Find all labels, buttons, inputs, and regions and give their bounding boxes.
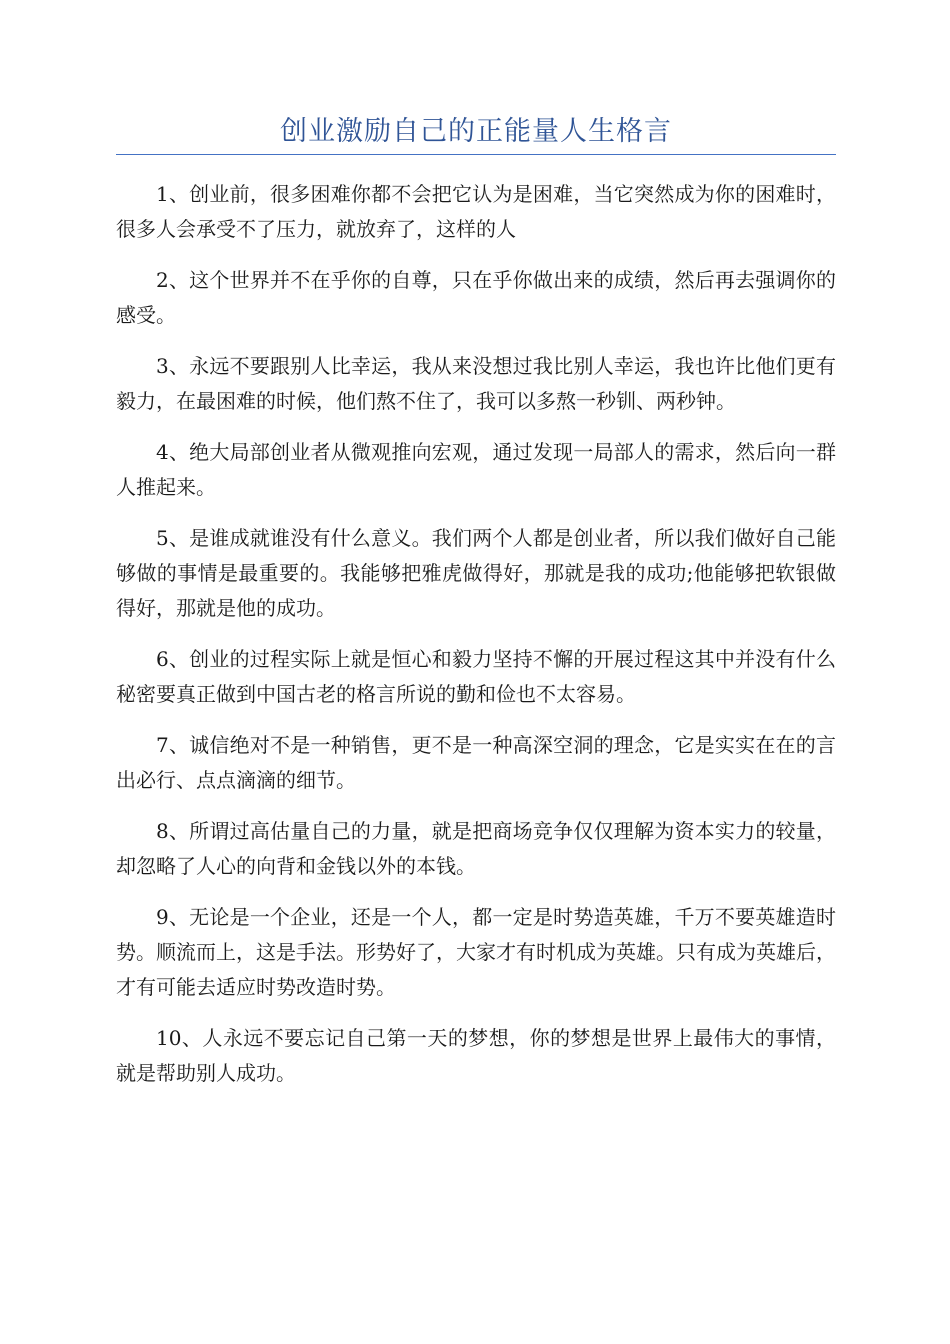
paragraph-2: 2、这个世界并不在乎你的自尊，只在乎你做出来的成绩，然后再去强调你的感受。	[116, 268, 836, 327]
paragraph-4: 4、绝大局部创业者从微观推向宏观，通过发现一局部人的需求，然后向一群人推起来。	[116, 440, 836, 499]
page-title: 创业激励自己的正能量人生格言	[116, 112, 836, 155]
paragraph-3: 3、永远不要跟别人比幸运，我从来没想过我比别人幸运，我也许比他们更有毅力，在最困难的时候，他们熬不住了，我可以多熬一秒钏、两秒钟。	[116, 354, 836, 413]
paragraph-6: 6、创业的过程实际上就是恒心和毅力坚持不懈的开展过程这其中并没有什么秘密要真正做到中国古老的格言所说的勤和俭也不太容易。	[116, 647, 836, 706]
paragraph-7: 7、诚信绝对不是一种销售，更不是一种高深空洞的理念，它是实实在在的言出必行、点点滴滴的细节。	[116, 733, 836, 792]
paragraph-8: 8、所谓过高估量自己的力量，就是把商场竞争仅仅理解为资本实力的较量，却忽略了人心的向背和金钱以外的本钱。	[116, 819, 836, 878]
paragraph-9: 9、无论是一个企业，还是一个人，都一定是时势造英雄，千万不要英雄造时势。顺流而上，这是手法。形势好了，大家才有时机成为英雄。只有成为英雄后，才有可能去适应时势改造时势。	[116, 905, 836, 999]
paragraph-10: 10、人永远不要忘记自己第一天的梦想，你的梦想是世界上最伟大的事情，就是帮助别人成功。	[116, 1026, 836, 1085]
paragraph-5: 5、是谁成就谁没有什么意义。我们两个人都是创业者，所以我们做好自己能够做的事情是最重要的。我能够把雅虎做得好，那就是我的成功;他能够把软银做得好，那就是他的成功。	[116, 526, 836, 620]
paragraph-1: 1、创业前，很多困难你都不会把它认为是困难，当它突然成为你的困难时，很多人会承受不了压力，就放弃了，这样的人	[116, 182, 836, 241]
document-page	[116, 112, 836, 1107]
